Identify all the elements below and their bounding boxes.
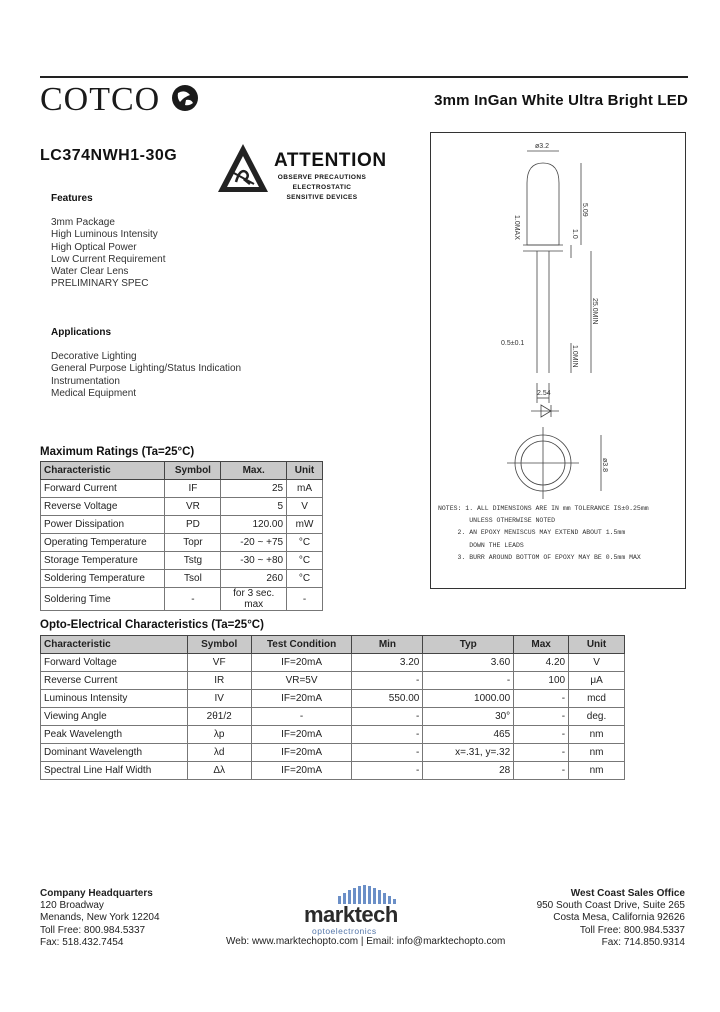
feature-item: High Luminous Intensity (51, 229, 158, 241)
dim-label: 1.0 (571, 229, 578, 239)
max-ratings-title: Maximum Ratings (Ta=25°C) (40, 446, 195, 458)
application-item: Medical Equipment (51, 387, 137, 399)
table-cell: 1000.00 (423, 690, 514, 708)
feature-item: PRELIMINARY SPEC (51, 278, 149, 290)
dim-label: ø3.2 (535, 143, 550, 150)
attention-line: SENSITIVE DEVICES (286, 194, 358, 201)
table-cell: Viewing Angle (41, 708, 188, 726)
application-item: Decorative Lighting (51, 351, 137, 362)
table-cell: Soldering Time (41, 588, 165, 611)
column-header: Max (514, 636, 569, 654)
application-item: Instrumentation (51, 375, 120, 387)
table-row (41, 480, 323, 498)
cotco-logo: COTCO (40, 81, 161, 118)
table-cell: Soldering Temperature (41, 570, 165, 588)
table-cell: - (352, 762, 423, 780)
table-row (41, 570, 323, 588)
table-cell: - (423, 672, 514, 690)
table-row (41, 498, 323, 516)
document-title: 3mm InGan White Ultra Bright LED (434, 92, 688, 109)
table-cell: -20 ~ +75 (221, 534, 287, 552)
table-cell: nm (569, 726, 625, 744)
table-cell: 25 (221, 480, 287, 498)
drawing-notes (438, 503, 649, 564)
attention-title: ATTENTION (274, 150, 387, 171)
table-cell: for 3 sec. max (221, 588, 287, 611)
table-cell: x=.31, y=.32 (423, 744, 514, 762)
table-header-row (41, 462, 323, 480)
table-cell: °C (287, 552, 323, 570)
table-cell: 28 (423, 762, 514, 780)
features-heading: Features (51, 193, 93, 204)
table-cell: nm (569, 762, 625, 780)
attention-line: ELECTROSTATIC (292, 184, 352, 191)
table-cell: deg. (569, 708, 625, 726)
west-line: 950 South Coast Drive, Suite 265 (536, 900, 685, 912)
column-header: Characteristic (41, 462, 165, 480)
cotco-logo-mark-icon (170, 83, 200, 113)
table-cell: Forward Voltage (41, 654, 188, 672)
table-cell: 30° (423, 708, 514, 726)
table-cell: Operating Temperature (41, 534, 165, 552)
table-cell: 4.20 (514, 654, 569, 672)
note-line: DOWN THE LEADS (438, 541, 524, 549)
esd-warning-icon (216, 142, 270, 194)
table-cell: mcd (569, 690, 625, 708)
table-cell: - (287, 588, 323, 611)
table-row (41, 588, 323, 611)
table-row (41, 654, 625, 672)
table-row (41, 762, 625, 780)
applications-list (51, 351, 241, 400)
table-cell: Forward Current (41, 480, 165, 498)
dim-label: 2.54 (537, 390, 551, 397)
table-cell: Spectral Line Half Width (41, 762, 188, 780)
table-row (41, 744, 625, 762)
table-cell: -30 ~ +80 (221, 552, 287, 570)
table-cell: μA (569, 672, 625, 690)
attention-line: OBSERVE PRECAUTIONS (277, 174, 367, 181)
table-cell: Reverse Voltage (41, 498, 165, 516)
dim-label: ø3.8 (601, 458, 608, 473)
table-row (41, 708, 625, 726)
column-header: Unit (287, 462, 323, 480)
hq-address (40, 888, 160, 949)
column-header: Typ (423, 636, 514, 654)
table-cell: mW (287, 516, 323, 534)
table-cell: °C (287, 534, 323, 552)
west-title: West Coast Sales Office (570, 888, 685, 899)
note-line: 2. AN EPOXY MENISCUS MAY EXTEND ABOUT 1.5mm (438, 529, 626, 537)
hq-line: Menands, New York 12204 (40, 912, 160, 924)
feature-item: Low Current Requirement (51, 253, 166, 265)
note-line: 3. BURR AROUND BOTTOM OF EPOXY MAY BE 0.5mm MAX (438, 553, 641, 561)
table-cell: Storage Temperature (41, 552, 165, 570)
table-cell: - (251, 708, 352, 726)
table-row (41, 690, 625, 708)
application-item: General Purpose Lighting/Status Indication (51, 363, 242, 375)
dim-label: 1.0MIN (571, 345, 578, 368)
hq-line: 120 Broadway (40, 900, 104, 912)
table-header-row (41, 636, 625, 654)
table-cell: - (352, 672, 423, 690)
table-cell: Tstg (165, 552, 221, 570)
table-cell: 2θ1/2 (187, 708, 251, 726)
column-header: Max. (221, 462, 287, 480)
table-cell: °C (287, 570, 323, 588)
hq-line: Fax: 518.432.7454 (40, 936, 124, 948)
led-outline-drawing (431, 133, 687, 503)
table-cell: 465 (423, 726, 514, 744)
table-cell: PD (165, 516, 221, 534)
max-ratings-table (40, 461, 323, 611)
table-cell: V (569, 654, 625, 672)
table-cell: - (514, 762, 569, 780)
table-cell: 100 (514, 672, 569, 690)
table-cell: - (514, 744, 569, 762)
table-cell: Δλ (187, 762, 251, 780)
table-cell: VR (165, 498, 221, 516)
table-row (41, 552, 323, 570)
dim-label: 1.0MAX (513, 215, 520, 240)
note-line: UNLESS OTHERWISE NOTED (438, 517, 556, 525)
table-cell: - (352, 744, 423, 762)
table-cell: λp (187, 726, 251, 744)
table-cell: IR (187, 672, 251, 690)
table-cell: - (165, 588, 221, 611)
table-cell: Dominant Wavelength (41, 744, 188, 762)
marktech-tagline: optoelectronics (312, 926, 377, 936)
table-cell: 260 (221, 570, 287, 588)
hq-title: Company Headquarters (40, 888, 153, 899)
table-cell: IF=20mA (251, 726, 352, 744)
feature-item: 3mm Package (51, 217, 115, 228)
column-header: Symbol (187, 636, 251, 654)
table-row (41, 726, 625, 744)
table-cell: mA (287, 480, 323, 498)
table-cell: 550.00 (352, 690, 423, 708)
applications-heading: Applications (51, 327, 112, 338)
web-email-line: Web: www.marktechopto.com | Email: info@marktechopto.com (226, 936, 506, 947)
opto-table (40, 635, 625, 780)
features-list (51, 217, 166, 291)
table-row (41, 672, 625, 690)
table-cell: V (287, 498, 323, 516)
note-line: NOTES: 1. ALL DIMENSIONS ARE IN mm TOLERANCE IS±0.25mm (438, 505, 649, 512)
table-cell: IF=20mA (251, 762, 352, 780)
dim-label: 25.0MIN (591, 298, 598, 325)
hq-line: Toll Free: 800.984.5337 (40, 924, 146, 936)
table-cell: λd (187, 744, 251, 762)
opto-title: Opto-Electrical Characteristics (Ta=25°C) (40, 619, 264, 631)
table-cell: Topr (165, 534, 221, 552)
feature-item: High Optical Power (51, 241, 137, 253)
west-line: Costa Mesa, California 92626 (553, 912, 685, 924)
table-cell: Luminous Intensity (41, 690, 188, 708)
table-cell: 3.20 (352, 654, 423, 672)
table-cell: Power Dissipation (41, 516, 165, 534)
west-line: Fax: 714.850.9314 (601, 936, 685, 948)
table-row (41, 534, 323, 552)
column-header: Unit (569, 636, 625, 654)
table-cell: IF=20mA (251, 690, 352, 708)
table-cell: IF (165, 480, 221, 498)
table-cell: Peak Wavelength (41, 726, 188, 744)
table-cell: Tsol (165, 570, 221, 588)
table-cell: IF=20mA (251, 744, 352, 762)
marktech-logo: marktech (304, 902, 398, 927)
table-cell: - (352, 726, 423, 744)
table-cell: Reverse Current (41, 672, 188, 690)
part-number: LC374NWH1-30G (40, 147, 178, 164)
table-cell: VF (187, 654, 251, 672)
table-cell: IV (187, 690, 251, 708)
west-coast-address (537, 888, 685, 949)
table-cell: - (352, 708, 423, 726)
dim-label: 0.5±0.1 (501, 340, 525, 347)
column-header: Min (352, 636, 423, 654)
column-header: Symbol (165, 462, 221, 480)
table-cell: - (514, 726, 569, 744)
table-cell: 5 (221, 498, 287, 516)
table-cell: nm (569, 744, 625, 762)
table-cell: VR=5V (251, 672, 352, 690)
dim-label: 5.09 (581, 203, 588, 217)
table-cell: IF=20mA (251, 654, 352, 672)
header-rule (40, 76, 688, 78)
feature-item: Water Clear Lens (51, 266, 129, 278)
table-row (41, 516, 323, 534)
west-line: Toll Free: 800.984.5337 (579, 924, 685, 936)
column-header: Characteristic (41, 636, 188, 654)
column-header: Test Condition (251, 636, 352, 654)
table-cell: - (514, 708, 569, 726)
table-cell: 120.00 (221, 516, 287, 534)
table-cell: 3.60 (423, 654, 514, 672)
table-cell: - (514, 690, 569, 708)
